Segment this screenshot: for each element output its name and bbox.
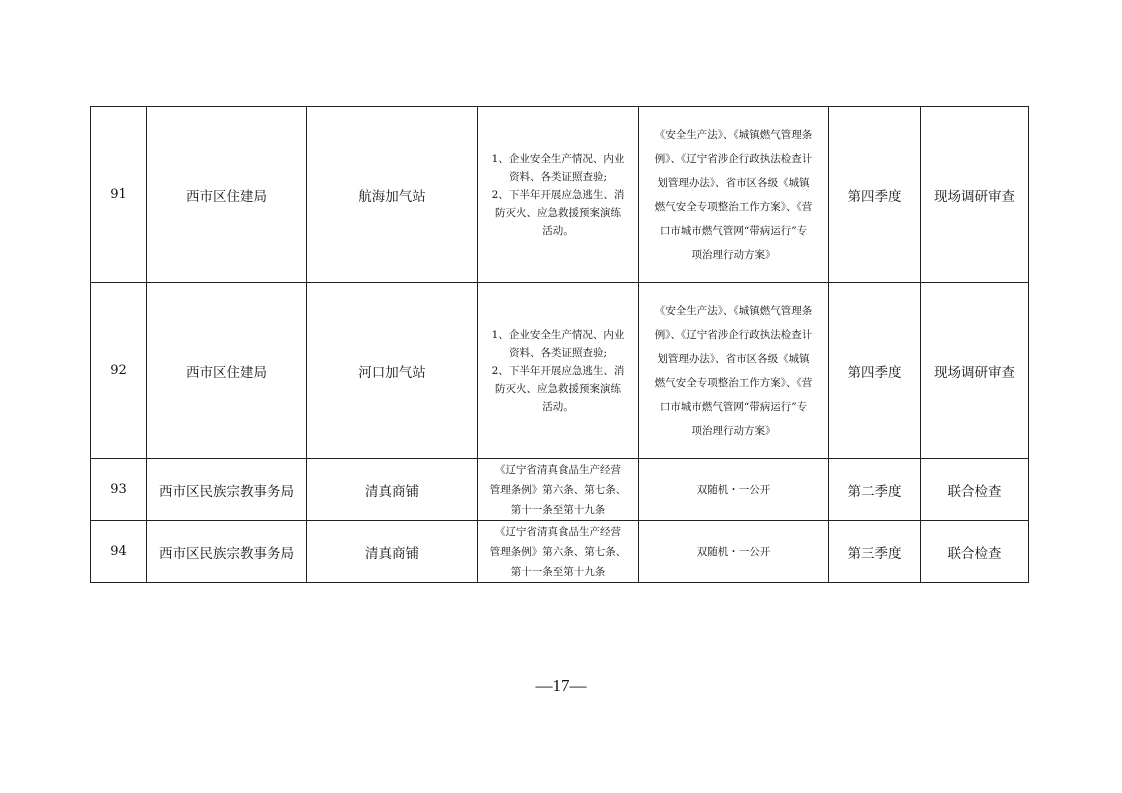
row-number: 94 [91, 521, 147, 583]
item-line: 1、企业安全生产情况、内业 [491, 328, 625, 341]
inspection-method: 联合检查 [921, 521, 1029, 583]
inspection-method: 现场调研审查 [921, 107, 1029, 283]
basis-line: 燃气安全专项整治工作方案》、《营 [654, 376, 813, 389]
item-line: 1、企业安全生产情况、内业 [491, 152, 625, 165]
row-number: 92 [91, 283, 147, 459]
item-line: 第十一条至第十九条 [510, 565, 606, 578]
item-line: 《辽宁省清真食品生产经营 [495, 463, 621, 476]
inspection-object: 河口加气站 [307, 283, 478, 459]
inspection-object: 清真商铺 [307, 521, 478, 583]
item-line: 活动。 [542, 224, 574, 237]
row-number: 93 [91, 459, 147, 521]
item-line: 活动。 [542, 400, 574, 413]
table-row [91, 283, 1029, 459]
department: 西市区住建局 [147, 283, 307, 459]
basis-line: 燃气安全专项整治工作方案》、《营 [654, 200, 813, 213]
basis-line: 项治理行动方案》 [691, 248, 776, 261]
basis-line: 划管理办法》、省市区各级《城镇 [657, 352, 810, 365]
department: 西市区住建局 [147, 107, 307, 283]
basis-line: 例》、《辽宁省涉企行政执法检查计 [654, 328, 813, 341]
inspection-items [478, 107, 639, 283]
row-number: 91 [91, 107, 147, 283]
inspection-time: 第四季度 [829, 107, 921, 283]
table-row [91, 521, 1029, 583]
item-line: 2、下半年开展应急逃生、消 [491, 188, 625, 201]
basis-line: 项治理行动方案》 [691, 424, 776, 437]
basis-line: 例》、《辽宁省涉企行政执法检查计 [654, 152, 813, 165]
basis-line: 双随机・一公开 [696, 483, 771, 496]
basis-line: 口市城市燃气管网“带病运行”专 [659, 400, 808, 413]
basis-line: 口市城市燃气管网“带病运行”专 [659, 224, 808, 237]
department: 西市区民族宗教事务局 [147, 459, 307, 521]
inspection-basis [639, 521, 829, 583]
inspection-basis [639, 283, 829, 459]
item-line: 第十一条至第十九条 [510, 503, 606, 516]
item-line: 资料、各类证照查验; [508, 170, 608, 183]
item-line: 管理条例》第六条、第七条、 [489, 545, 627, 558]
inspection-time: 第四季度 [829, 283, 921, 459]
inspection-table [90, 106, 1029, 583]
inspection-basis [639, 459, 829, 521]
inspection-time: 第三季度 [829, 521, 921, 583]
item-line: 防灭火、应急救援预案演练 [495, 382, 621, 395]
inspection-items [478, 459, 639, 521]
basis-line: 《安全生产法》、《城镇燃气管理条 [654, 128, 813, 141]
basis-line: 双随机・一公开 [696, 545, 771, 558]
inspection-object: 清真商铺 [307, 459, 478, 521]
item-line: 管理条例》第六条、第七条、 [489, 483, 627, 496]
department: 西市区民族宗教事务局 [147, 521, 307, 583]
page-number: —17— [535, 676, 587, 695]
item-line: 资料、各类证照查验; [508, 346, 608, 359]
item-line: 《辽宁省清真食品生产经营 [495, 525, 621, 538]
inspection-items [478, 521, 639, 583]
inspection-method: 现场调研审查 [921, 283, 1029, 459]
inspection-items [478, 283, 639, 459]
table-row [91, 459, 1029, 521]
inspection-time: 第二季度 [829, 459, 921, 521]
item-line: 防灭火、应急救援预案演练 [495, 206, 621, 219]
inspection-method: 联合检查 [921, 459, 1029, 521]
inspection-basis [639, 107, 829, 283]
basis-line: 划管理办法》、省市区各级《城镇 [657, 176, 810, 189]
table-row [91, 107, 1029, 283]
inspection-object: 航海加气站 [307, 107, 478, 283]
basis-line: 《安全生产法》、《城镇燃气管理条 [654, 304, 813, 317]
item-line: 2、下半年开展应急逃生、消 [491, 364, 625, 377]
